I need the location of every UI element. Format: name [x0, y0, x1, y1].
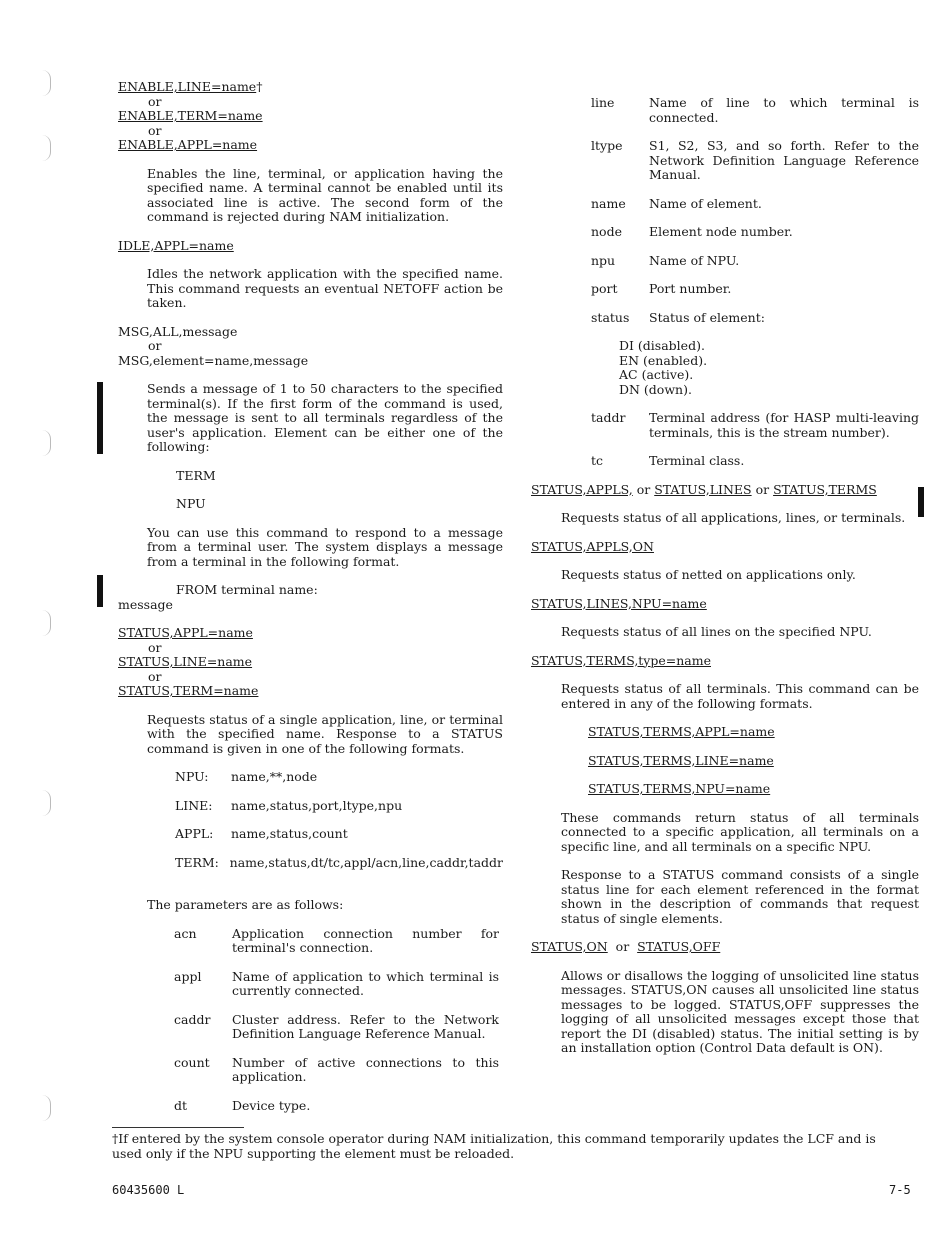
command-status-term: STATUS,TERM=name [118, 683, 259, 698]
element-npu: NPU [176, 496, 206, 511]
command-enable-appl: ENABLE,APPL=name [118, 137, 258, 152]
command-status-on-off: STATUS,ON or STATUS,OFF [531, 939, 721, 954]
binder-mark [42, 1095, 51, 1121]
status-lines-npu-description: Requests status of all lines on the specified NPU. [561, 624, 872, 639]
param-row: port Port number. [591, 281, 732, 296]
status-value: DN (down). [619, 381, 692, 397]
command-status-line: STATUS,LINE=name [118, 654, 253, 669]
param-row: tc Terminal class. [591, 453, 745, 468]
respond-description: You can use this command to respond to a message from a terminal user. The system displays a message from a terminal in the following format. [147, 524, 503, 569]
command-status-appls: STATUS,APPLS, or STATUS,LINES or STATUS,TERMS [531, 481, 877, 497]
command-enable-term: ENABLE,TERM=name [118, 108, 263, 123]
params-intro: The parameters are as follows: [147, 897, 344, 912]
or-text: or [148, 668, 162, 684]
status-terms-type-description: Requests status of all terminals. This command can be entered in any of the following formats. [561, 681, 919, 711]
command-msg-element: MSG,element=name,message [118, 352, 309, 368]
command-status-appls-on: STATUS,APPLS,ON [531, 538, 654, 554]
change-bar [97, 575, 103, 607]
param-row: status Status of element: [591, 309, 765, 325]
command-msg-all: MSG,ALL,message [118, 323, 238, 339]
document-number: 60435600 L [112, 1183, 185, 1197]
param-row: caddr Cluster address. Refer to the Network Definition Language Reference Manual. [174, 1011, 499, 1041]
param-row: line Name of line to which terminal is connected. [591, 95, 919, 125]
param-row: taddr Terminal address (for HASP multi-leaving terminals, this is the stream number). [591, 410, 919, 440]
command-status-appl: STATUS,APPL=name [118, 625, 253, 640]
right-column [531, 82, 919, 1056]
binder-mark [42, 430, 51, 456]
left-column [118, 80, 503, 1113]
or-text: or [148, 122, 162, 138]
status-description: Requests status of a single application, line, or terminal with the specified name. Response to a STATUS command is given in one of the following formats. [147, 711, 503, 756]
status-value: AC (active). [619, 367, 694, 382]
command-status-lines-npu: STATUS,LINES,NPU=name [531, 595, 707, 611]
param-row: count Number of active connections to this application. [174, 1054, 499, 1084]
or-text: or [148, 639, 162, 655]
status-on-off-description: Allows or disallows the logging of unsolicited line status messages. STATUS,ON causes all unsolicited line status messages to be logged. STATUS,OFF suppresses the logging of all unsolicited messages except those that report the DI (disabled) status. The initial setting is by an installation option (Control Data default is ON). [561, 967, 919, 1055]
format-row: TERM: name,status,dt/tc,appl/acn,line,caddr,taddr [175, 854, 503, 870]
footnote: †If entered by the system console operator during NAM initialization, this command temporarily updates the LCF and is used only if the NPU supporting the element must be reloaded. [112, 1131, 876, 1161]
idle-description: Idles the network application with the specified name. This command requests an eventual NETOFF action be taken. [147, 266, 503, 310]
param-row: dt Device type. [174, 1097, 311, 1113]
format-row: NPU: name,**,node [175, 769, 318, 784]
status-appls-description: Requests status of all applications, lines, or terminals. [561, 510, 906, 525]
element-term: TERM [176, 467, 216, 483]
terms-format: STATUS,TERMS,LINE=name [588, 752, 774, 768]
command-enable-line: ENABLE,LINE=name† [118, 79, 263, 94]
binder-mark [42, 610, 51, 636]
or-text: or [148, 338, 162, 353]
response-description: Response to a STATUS command consists of a single status line for each element referenced in the format shown in the description of commands that request status of single elements. [561, 867, 919, 926]
or-text: or [148, 93, 162, 109]
from-format-line1: FROM terminal name: [176, 582, 318, 597]
param-row: acn Application connection number for terminal's connection. [174, 925, 499, 955]
page-number: 7-5 [889, 1183, 911, 1197]
status-appls-on-description: Requests status of netted on applications only. [561, 567, 856, 582]
footnote-rule [112, 1127, 244, 1128]
param-row: name Name of element. [591, 195, 762, 211]
binder-mark [42, 790, 51, 816]
binder-mark [42, 135, 51, 161]
format-row: LINE: name,status,port,ltype,npu [175, 797, 403, 813]
param-row: node Element node number. [591, 224, 793, 239]
from-format-line2: message [118, 596, 173, 612]
param-row: npu Name of NPU. [591, 252, 740, 268]
status-values [619, 339, 919, 397]
right-params [531, 96, 919, 325]
terms-format: STATUS,TERMS,APPL=name [588, 724, 775, 739]
msg-description: Sends a message of 1 to 50 characters to the specified terminal(s). If the first form of the command is used, the message is sent to all terminals regardless of the user's application. Element can be either one of the following: [147, 381, 503, 454]
param-row: appl Name of application to which terminal is currently connected. [174, 968, 499, 998]
terms-format: STATUS,TERMS,NPU=name [588, 781, 771, 796]
status-value: DI (disabled). [619, 338, 705, 353]
format-row: APPL: name,status,count [175, 826, 348, 841]
terms-formats-description: These commands return status of all terminals connected to a specific application, all terminals on a specific line, and all terminals on a specific NPU. [561, 809, 919, 854]
status-value: EN (enabled). [619, 352, 708, 368]
command-idle-appl: IDLE,APPL=name [118, 237, 234, 253]
binder-mark [42, 70, 51, 96]
command-status-terms-type: STATUS,TERMS,type=name [531, 652, 711, 668]
change-bar [97, 382, 103, 454]
enable-description: Enables the line, terminal, or application having the specified name. A terminal cannot be enabled until its associated line is active. The second form of the command is rejected during NAM initialization. [147, 165, 503, 224]
param-row: ltype S1, S2, S3, and so forth. Refer to the Network Definition Language Reference Manual. [591, 138, 919, 182]
